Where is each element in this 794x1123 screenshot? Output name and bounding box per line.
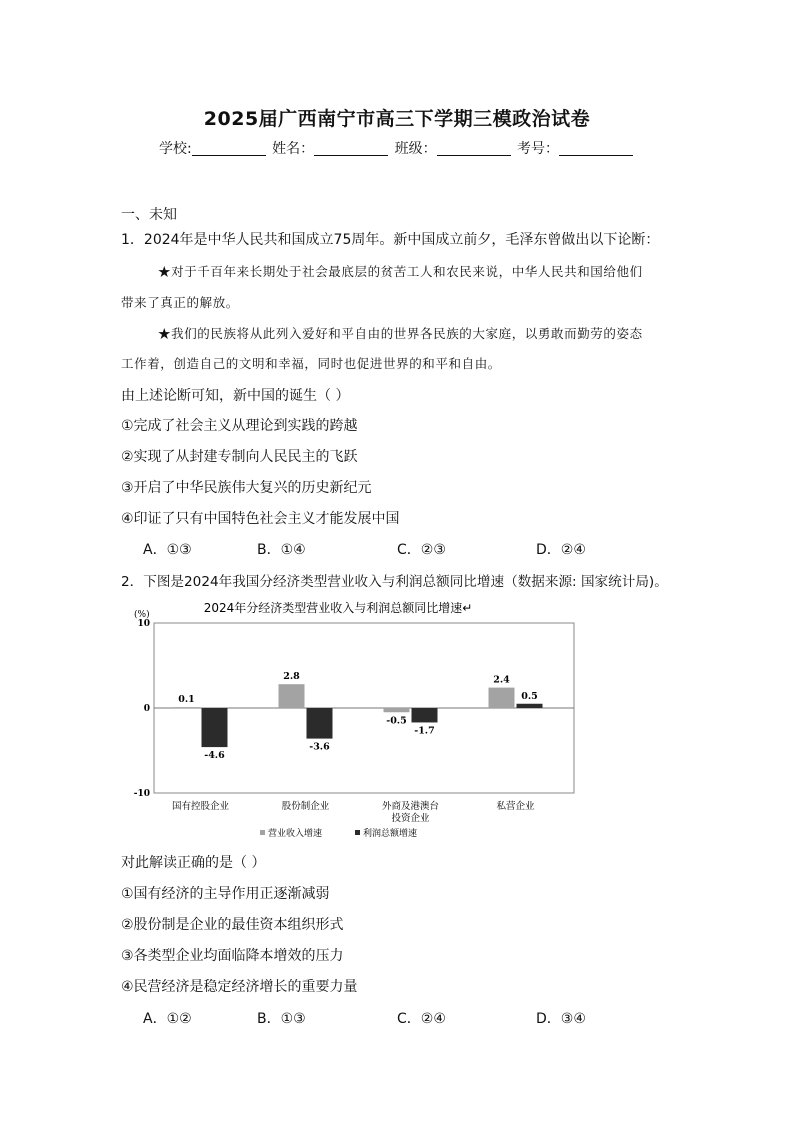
q1-option-b[interactable]: B．①④ bbox=[257, 542, 306, 558]
chart-marks bbox=[134, 619, 574, 839]
bar-revenue bbox=[489, 688, 515, 708]
page-title: 2025届广西南宁市高三下学期三模政治试卷 bbox=[203, 108, 591, 130]
x-tick-label: 外商及港澳台 bbox=[381, 801, 440, 812]
q2-option-c[interactable]: C．②④ bbox=[397, 1011, 446, 1027]
y-axis-unit-label: (%) bbox=[134, 610, 150, 620]
x-tick-label: 国有控股企业 bbox=[171, 801, 230, 812]
q2-item: ④民营经济是稳定经济增长的重要力量 bbox=[121, 979, 358, 995]
data-label: -0.5 bbox=[386, 715, 407, 727]
legend-label: 利润总额增速 bbox=[363, 829, 418, 839]
q2-option-a[interactable]: A．①② bbox=[143, 1011, 192, 1027]
q1-item: ④印证了只有中国特色社会主义才能发展中国 bbox=[121, 511, 400, 527]
class-label: 班级： bbox=[394, 141, 437, 157]
id-field[interactable] bbox=[559, 141, 633, 156]
legend-label: 营业收入增速 bbox=[268, 829, 323, 839]
q1-quote1-line2: 带来了真正的解放。 bbox=[121, 295, 239, 310]
legend-swatch bbox=[260, 830, 265, 835]
q1-stem: 1．2024年是中华人民共和国成立75周年。新中国成立前夕，毛泽东曾做出以下论断： bbox=[121, 232, 660, 248]
legend-swatch bbox=[355, 830, 360, 835]
q1-option-a[interactable]: A．①③ bbox=[143, 542, 192, 558]
q2-item: ②股份制是企业的最佳资本组织形式 bbox=[121, 917, 344, 933]
q2-item: ①国有经济的主导作用正逐渐减弱 bbox=[121, 886, 330, 902]
name-label: 姓名： bbox=[272, 141, 315, 157]
q1-quote1-line1: ★对于千百年来长期处于社会最底层的贫苦工人和农民来说，中华人民共和国给他们 bbox=[158, 264, 643, 279]
bar-profit bbox=[412, 708, 438, 722]
school-label: 学校: bbox=[158, 141, 192, 157]
q1-item: ②实现了从封建专制向人民民主的飞跃 bbox=[121, 449, 358, 465]
bar-revenue bbox=[174, 707, 200, 708]
data-label: 2.4 bbox=[493, 674, 510, 686]
school-field[interactable] bbox=[192, 141, 266, 156]
q1-quote2-line2: 工作着，创造自己的文明和幸福，同时也促进世界的和平和自由。 bbox=[121, 356, 501, 371]
y-tick-label: 10 bbox=[137, 619, 150, 629]
section-heading: 一、未知 bbox=[121, 207, 177, 223]
name-field[interactable] bbox=[314, 141, 388, 156]
data-label: 2.8 bbox=[283, 671, 300, 683]
bar-profit bbox=[307, 708, 333, 739]
bar-revenue bbox=[279, 684, 305, 708]
data-label: 0.5 bbox=[521, 690, 538, 702]
bar-profit bbox=[202, 708, 228, 747]
data-label: -1.7 bbox=[414, 725, 435, 737]
q2-question: 对此解读正确的是（ ） bbox=[121, 855, 266, 871]
q1-question: 由上述论断可知，新中国的诞生（ ） bbox=[121, 388, 350, 404]
id-label: 考号： bbox=[517, 141, 560, 157]
q1-option-c[interactable]: C．②③ bbox=[397, 542, 446, 558]
data-label: 0.1 bbox=[178, 694, 195, 706]
y-tick-label: -10 bbox=[133, 789, 150, 799]
q1-quote2-line1: ★我们的民族将从此列入爱好和平自由的世界各民族的大家庭，以勇敢而勤劳的姿态 bbox=[158, 326, 643, 341]
x-tick-label: 投资企业 bbox=[391, 813, 430, 824]
bar-revenue bbox=[384, 708, 410, 712]
class-field[interactable] bbox=[437, 141, 511, 156]
data-label: -4.6 bbox=[204, 750, 225, 762]
student-info-line bbox=[0, 138, 794, 158]
q2-stem: 2．下图是2024年我国分经济类型营业收入与利润总额同比增速（数据来源: 国家统计局)。 bbox=[121, 574, 668, 590]
q1-item: ①完成了社会主义从理论到实践的跨越 bbox=[121, 418, 358, 434]
bar-profit bbox=[517, 704, 543, 708]
growth-bar-chart bbox=[120, 598, 590, 848]
q2-option-d[interactable]: D．③④ bbox=[536, 1011, 586, 1027]
x-tick-label: 私营企业 bbox=[496, 801, 535, 812]
x-tick-label: 股份制企业 bbox=[281, 801, 330, 812]
q2-option-b[interactable]: B．①③ bbox=[257, 1011, 306, 1027]
q1-option-d[interactable]: D．②④ bbox=[536, 542, 586, 558]
q1-item: ③开启了中华民族伟大复兴的历史新纪元 bbox=[121, 480, 372, 496]
q2-item: ③各类型企业均面临降本增效的压力 bbox=[121, 948, 344, 964]
y-tick-label: 0 bbox=[143, 704, 150, 714]
chart-title: 2024年分经济类型营业收入与利润总额同比增速↵ bbox=[203, 601, 473, 615]
data-label: -3.6 bbox=[309, 741, 330, 753]
